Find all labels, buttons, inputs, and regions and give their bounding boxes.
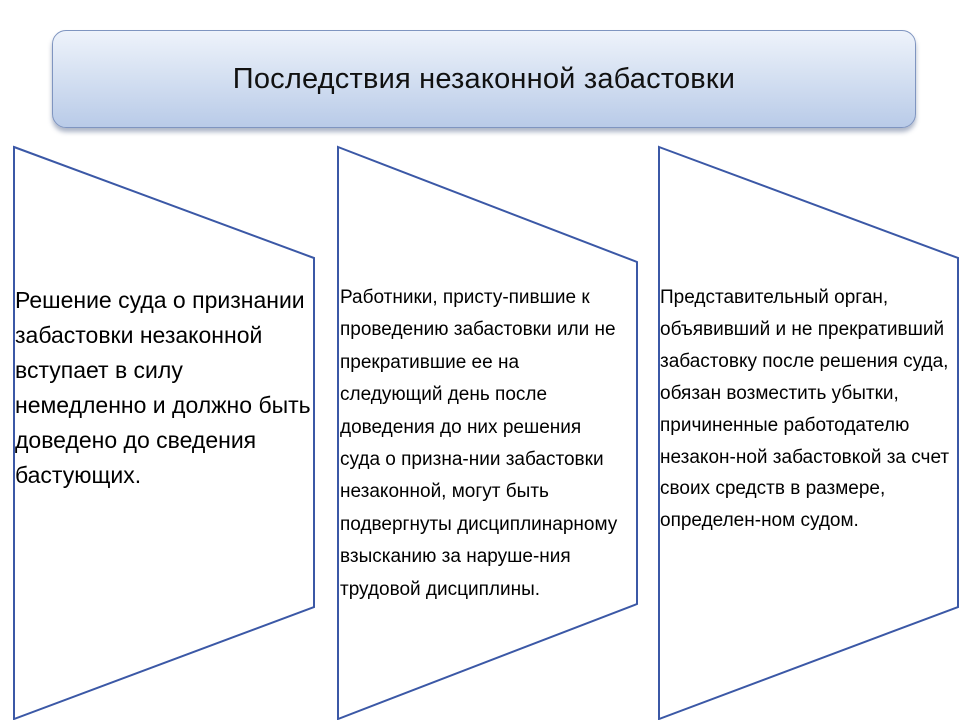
block-1-text: Решение суда о признании забастовки незаконной вступает в силу немедленно и должно быть доведено до сведения бастующих.	[15, 287, 311, 488]
slide-title: Последствия незаконной забастовки	[232, 62, 736, 95]
block-2-text: Работники, присту-пившие к проведению забастовки или не прекратившие ее на следующий день после доведения до них решения суда о призна-нии забастовки незаконной, могут быть подвергнуты дисциплинарному взысканию за наруше-ния трудовой дисциплины.	[340, 287, 618, 600]
block-3-text: Представительный орган, объявивший и не прекративший забастовку после решения суда, обязан возместить убытки, причиненные работодателю незакон-ной забастовкой за счет своих средств в размере, определен-ном судом.	[660, 287, 950, 532]
